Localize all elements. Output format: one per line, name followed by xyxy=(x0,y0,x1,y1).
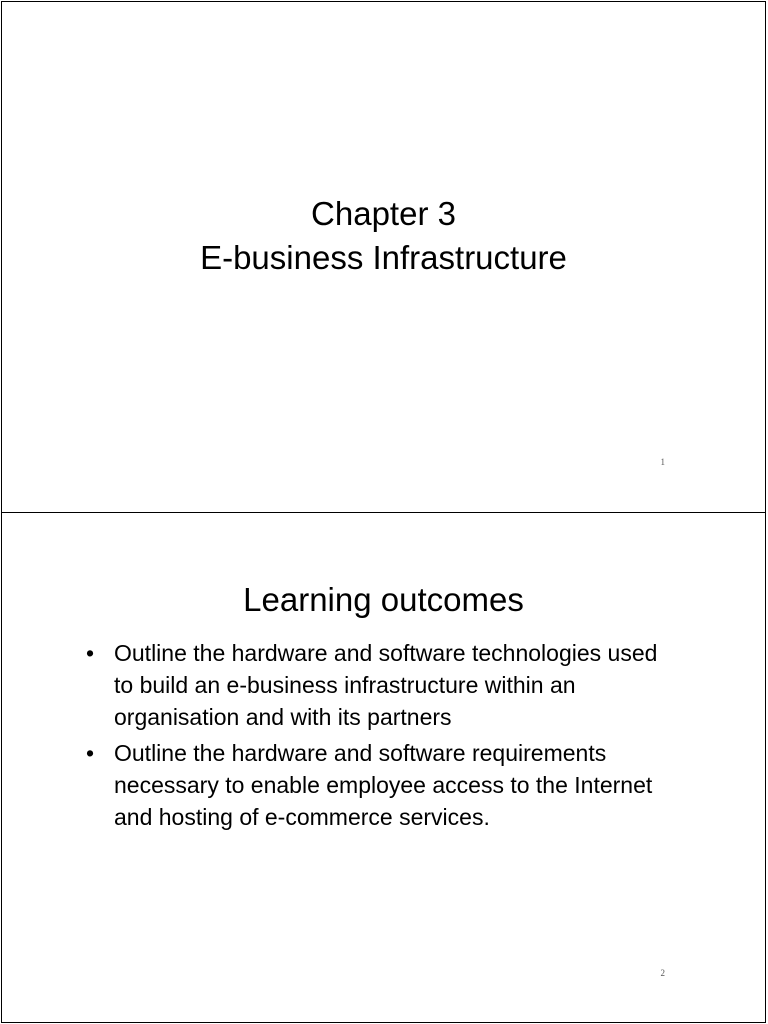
slide-number: 1 xyxy=(660,457,665,467)
bullet-icon: • xyxy=(86,740,95,766)
bullet-icon: • xyxy=(86,640,95,666)
slide-1 xyxy=(1,1,766,513)
chapter-name: E-business Infrastructure xyxy=(200,239,567,276)
list-item xyxy=(86,737,666,833)
chapter-number: Chapter 3 xyxy=(311,195,456,232)
chapter-title xyxy=(2,192,765,280)
list-item-text: Outline the hardware and software technologies used to build an e-business infrastructure within an organisation and with its partners xyxy=(114,640,658,730)
section-title: Learning outcomes xyxy=(243,581,524,618)
slide-2 xyxy=(1,512,766,1023)
learning-outcomes-list xyxy=(86,637,666,837)
slide-number: 2 xyxy=(660,968,665,978)
list-item xyxy=(86,637,666,733)
list-item-text: Outline the hardware and software requirements necessary to enable employee access to the Internet and hosting of e-commerce services. xyxy=(114,740,653,830)
